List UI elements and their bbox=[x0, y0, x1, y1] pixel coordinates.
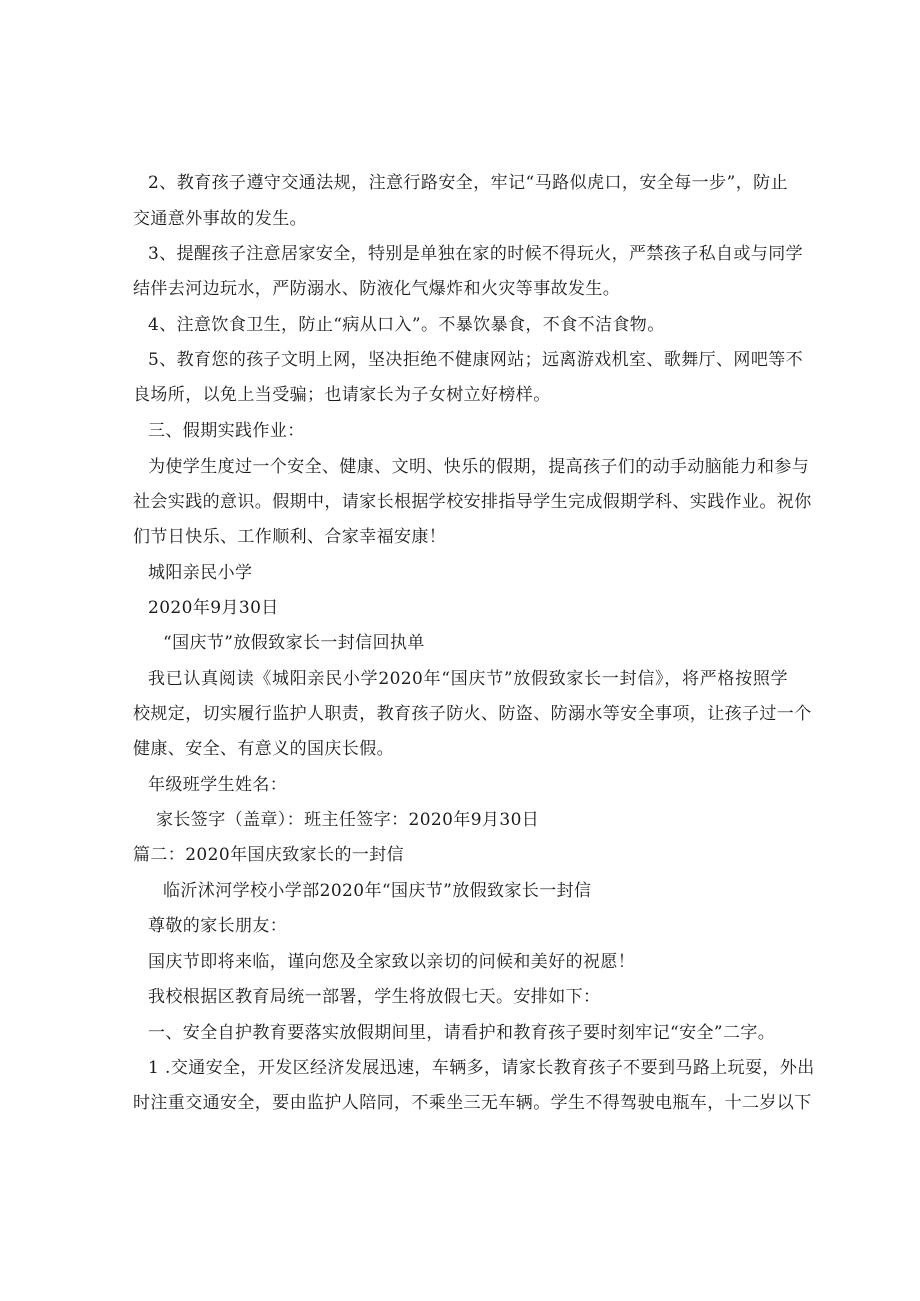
text-line: 社会实践的意识。假期中，请家长根据学校安排指导学生完成假期学科、实践作业。祝你 bbox=[133, 492, 812, 512]
text-line: 结伴去河边玩水，严防溺水、防液化气爆炸和火灾等事故发生。 bbox=[133, 279, 621, 299]
text-line: 为使学生度过一个安全、健康、文明、快乐的假期，提高孩子们的动手动脑能力和参与 bbox=[148, 457, 810, 477]
text-line: 良场所，以免上当受骗；也请家长为子女树立好榜样。 bbox=[133, 385, 551, 405]
letter-title: 临沂沭河学校小学部2020年“国庆节”放假致家长一封信 bbox=[163, 881, 592, 901]
text-line: 5、教育您的孩子文明上网，坚决拒绝不健康网站；远离游戏机室、歌舞厅、网吧等不 bbox=[148, 350, 804, 370]
text-line: 2、教育孩子遵守交通法规，注意行路安全，牢记“马路似虎口，安全每一步”，防止 bbox=[148, 173, 788, 193]
text-line: 我校根据区教育局统一部署，学生将放假七天。安排如下： bbox=[148, 987, 601, 1007]
section-heading: 三、假期实践作业： bbox=[148, 421, 305, 441]
text-line: 健康、安全、有意义的国庆长假。 bbox=[133, 739, 394, 759]
text-line: 们节日快乐、工作顺利、合家幸福安康！ bbox=[133, 527, 447, 547]
text-line: 交通意外事故的发生。 bbox=[133, 209, 307, 229]
text-line: 一、安全自护教育要落实放假期间里，请看护和教育孩子要时刻牢记“安全”二字。 bbox=[148, 1023, 776, 1043]
text-line: 校规定，切实履行监护人职责，教育孩子防火、防盗、防溺水等安全事项，让孩子过一个 bbox=[133, 704, 812, 724]
text-line: 时注重交通安全，要由监护人陪同，不乘坐三无车辆。学生不得驾驶电瓶车，十二岁以下 bbox=[133, 1093, 812, 1113]
salutation: 尊敬的家长朋友： bbox=[148, 916, 288, 936]
text-line: 3、提醒孩子注意居家安全，特别是单独在家的时候不得玩火，严禁孩子私自或与同学 bbox=[148, 244, 804, 264]
text-line: 国庆节即将来临，谨向您及全家致以亲切的问候和美好的祝愿！ bbox=[148, 952, 636, 972]
signature-school: 城阳亲民小学 bbox=[148, 563, 253, 583]
signature-date: 2020年9月30日 bbox=[148, 598, 279, 618]
text-line: 4、注意饮食卫生，防止“病从口入”。不暴饮暴食，不食不洁食物。 bbox=[148, 315, 665, 335]
text-line: 我已认真阅读《城阳亲民小学2020年“国庆节”放假致家长一封信》，将严格按照学 bbox=[148, 669, 788, 689]
section-heading: 篇二：2020年国庆致家长的一封信 bbox=[133, 845, 405, 865]
form-field-student-name: 年级班学生姓名： bbox=[148, 775, 288, 795]
receipt-title: “国庆节”放假致家长一封信回执单 bbox=[163, 633, 425, 653]
text-line: 1 .交通安全，开发区经济发展迅速，车辆多，请家长教育孩子不要到马路上玩耍，外出 bbox=[148, 1058, 815, 1078]
form-field-signatures: 家长签字（盖章）：班主任签字：2020年9月30日 bbox=[156, 810, 540, 830]
